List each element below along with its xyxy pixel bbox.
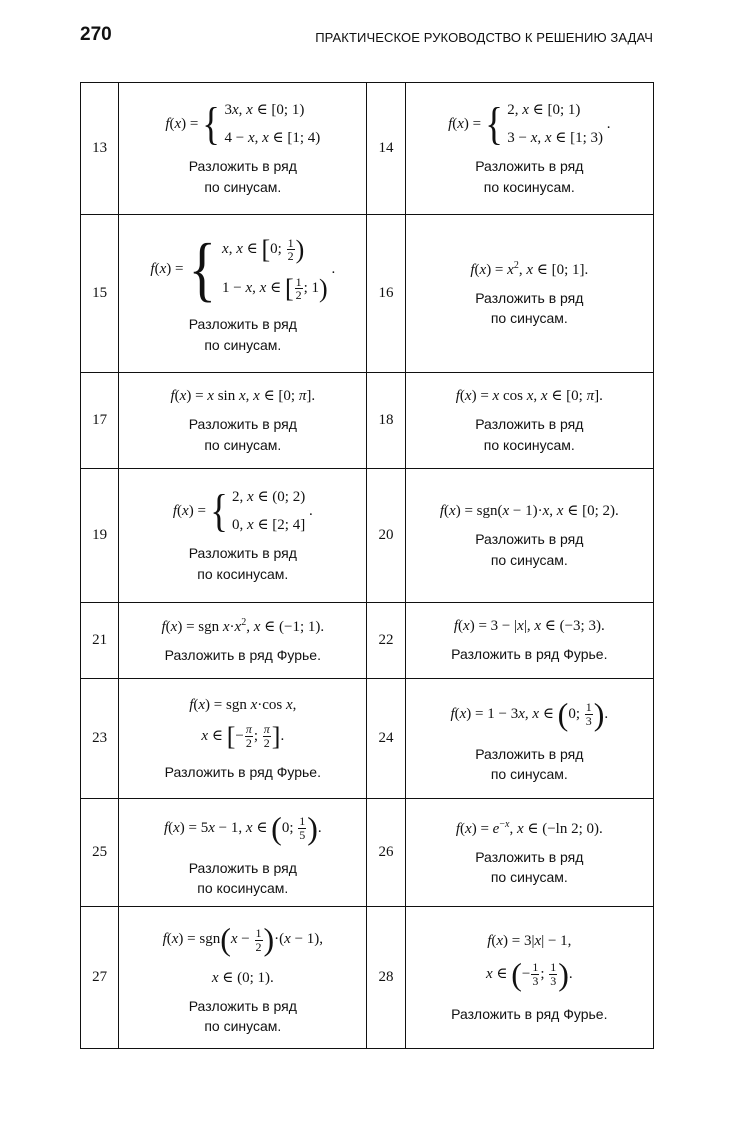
task-cell bbox=[405, 603, 653, 679]
task-number: 28 bbox=[367, 907, 405, 1049]
formula: f(x) = sgn x·cos x, x ∈ [− $\frac{\pi}{2}$ ; $\frac{\pi}{2}$ ]. bbox=[189, 696, 297, 751]
task-number: 13 bbox=[81, 83, 119, 215]
task-cell bbox=[119, 799, 367, 907]
formula: f(x) = x sin x, x ∈ [0; π]. bbox=[170, 388, 316, 405]
task-instruction: Разложить в ряд по синусам. bbox=[475, 848, 584, 886]
task-number: 15 bbox=[81, 215, 119, 373]
table-row bbox=[81, 679, 654, 799]
task-number: 25 bbox=[81, 799, 119, 907]
formula: $f(x) = e^{-x}$, x ∈ (−ln 2; 0). bbox=[455, 818, 603, 837]
task-cell bbox=[405, 469, 653, 603]
task-instruction: Разложить в ряд по косинусам. bbox=[188, 859, 297, 897]
task-cell bbox=[119, 907, 367, 1049]
table-row bbox=[81, 603, 654, 679]
task-cell bbox=[119, 373, 367, 469]
task-instruction: Разложить в ряд по синусам. bbox=[188, 158, 297, 195]
task-number: 19 bbox=[81, 469, 119, 603]
task-number: 16 bbox=[367, 215, 405, 373]
task-instruction: Разложить в ряд по синусам. bbox=[188, 416, 297, 453]
formula: $f(x) = x^2$, x ∈ [0; 1]. bbox=[470, 259, 589, 278]
task-instruction: Разложить в ряд по синусам. bbox=[475, 745, 584, 783]
task-table bbox=[80, 82, 654, 1049]
task-instruction: Разложить в ряд по синусам. bbox=[475, 531, 584, 568]
task-instruction: Разложить в ряд по синусам. bbox=[188, 997, 297, 1035]
task-cell bbox=[405, 215, 653, 373]
table-row bbox=[81, 799, 654, 907]
formula: f(x) = sgn $x\cdot x^2$, x ∈ (−1; 1). bbox=[161, 616, 325, 635]
task-cell bbox=[405, 83, 653, 215]
formula: f(x) = { x, x ∈ [0; $\frac{1}{2}$ ) 1 − x, x ∈ [ $\frac{1}{2}$ ; 1) . bbox=[150, 229, 336, 310]
task-number: 27 bbox=[81, 907, 119, 1049]
task-number: 14 bbox=[367, 83, 405, 215]
page-number: 270 bbox=[80, 24, 112, 45]
task-instruction: Разложить в ряд Фурье. bbox=[451, 646, 608, 663]
formula: f(x) = { 2, x ∈ (0; 2) 0, x ∈ [2; 4] . bbox=[172, 485, 313, 537]
table-row bbox=[81, 469, 654, 603]
formula: f(x) = sgn(x − 1)·x, x ∈ [0; 2). bbox=[439, 503, 619, 520]
task-number: 24 bbox=[367, 679, 405, 799]
table-row bbox=[81, 907, 654, 1049]
task-cell bbox=[119, 215, 367, 373]
formula: f(x) = 1 − 3x, x ∈ (0; $\frac{1}{3}$ ). bbox=[450, 695, 609, 732]
table-row bbox=[81, 83, 654, 215]
task-instruction: Разложить в ряд по косинусам. bbox=[188, 545, 297, 582]
task-instruction: Разложить в ряд Фурье. bbox=[164, 764, 321, 781]
task-cell bbox=[119, 679, 367, 799]
formula: f(x) = sgn(x − $\frac{1}{2}$ )·(x − 1), x ∈ (0; 1). bbox=[162, 921, 324, 986]
task-instruction: Разложить в ряд по косинусам. bbox=[475, 158, 584, 195]
task-cell bbox=[405, 907, 653, 1049]
task-number: 18 bbox=[367, 373, 405, 469]
formula: f(x) = { 3x, x ∈ [0; 1) 4 − x, x ∈ [1; 4) bbox=[165, 98, 321, 150]
task-cell bbox=[119, 469, 367, 603]
task-number: 21 bbox=[81, 603, 119, 679]
formula: f(x) = x cos x, x ∈ [0; π]. bbox=[455, 388, 603, 405]
task-cell bbox=[119, 603, 367, 679]
task-number: 26 bbox=[367, 799, 405, 907]
formula: f(x) = { 2, x ∈ [0; 1) 3 − x, x ∈ [1; 3) . bbox=[448, 98, 611, 150]
task-instruction: Разложить в ряд по синусам. bbox=[475, 289, 584, 327]
task-number: 22 bbox=[367, 603, 405, 679]
task-number: 17 bbox=[81, 373, 119, 469]
task-cell bbox=[119, 83, 367, 215]
formula: f(x) = 5x − 1, x ∈ (0; $\frac{1}{5}$ ). bbox=[163, 809, 322, 846]
task-instruction: Разложить в ряд Фурье. bbox=[451, 1006, 608, 1023]
task-instruction: Разложить в ряд по синусам. bbox=[188, 316, 297, 353]
formula: f(x) = 3 − |x|, x ∈ (−3; 3). bbox=[453, 618, 605, 635]
task-instruction: Разложить в ряд Фурье. bbox=[164, 646, 321, 663]
running-header: ПРАКТИЧЕСКОЕ РУКОВОДСТВО К РЕШЕНИЮ ЗАДАЧ bbox=[315, 30, 653, 45]
table-row bbox=[81, 373, 654, 469]
table-row bbox=[81, 215, 654, 373]
task-cell bbox=[405, 373, 653, 469]
task-number: 20 bbox=[367, 469, 405, 603]
task-cell bbox=[405, 799, 653, 907]
task-number: 23 bbox=[81, 679, 119, 799]
formula: f(x) = 3|x| − 1, x ∈ (− $\frac{1}{3}$ ; $\frac{1}{3}$ ). bbox=[485, 932, 573, 992]
task-instruction: Разложить в ряд по косинусам. bbox=[475, 416, 584, 453]
task-cell bbox=[405, 679, 653, 799]
